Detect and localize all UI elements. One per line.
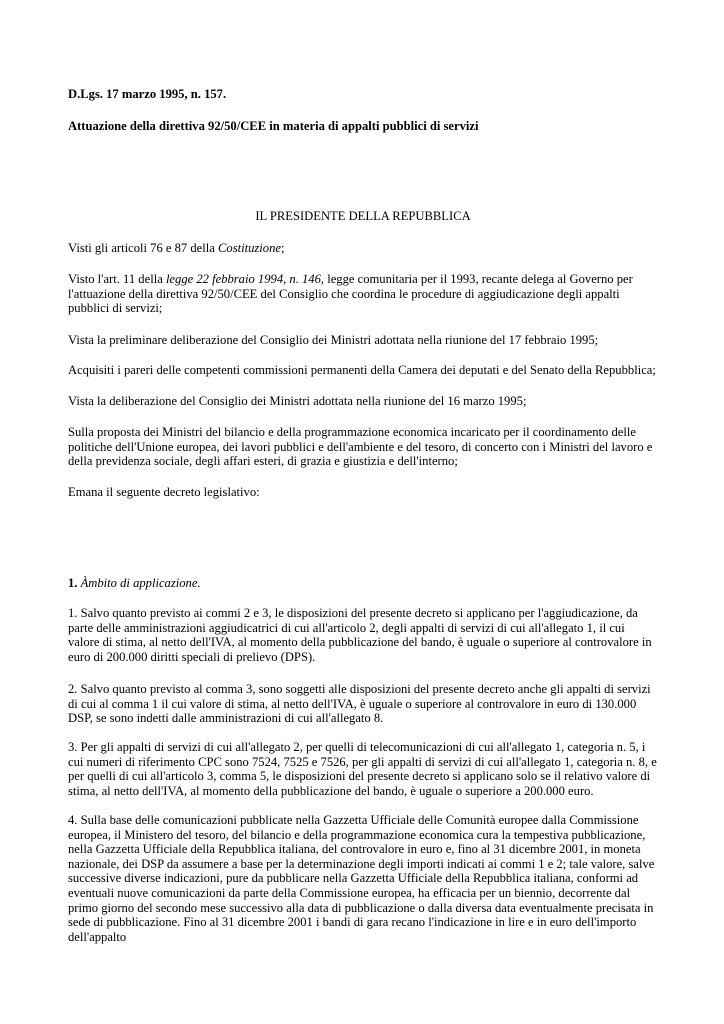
paragraph-deliberazione: Vista la deliberazione del Consiglio dei Ministri adottata nella riunione del 16 marzo 1995; <box>68 394 527 408</box>
paragraph-emana: Emana il seguente decreto legislativo: <box>68 485 260 499</box>
visto-text: Visto l'art. 11 della <box>68 272 166 286</box>
visti-end: ; <box>280 241 285 255</box>
article-comma-2: 2. Salvo quanto previsto al comma 3, sono soggetti alle disposizioni del presente decreto anche gli appalti di servizi di cui al comma 1 il cui valore di stima, al netto dell'IVA, è uguale o superiore al controvalore in euro di 130.000 DSP, se sono indetti dalle amministrazioni di cui all'allegato 8. <box>68 682 651 726</box>
paragraph-visti <box>68 241 658 256</box>
visto-end: , legge comunitaria per il 1993, recante delega al Governo per l'attuazione della direttiva 92/50/CEE del Consiglio che coordina le procedure di aggiudicazione degli appalti pubblici di servizi; <box>68 272 633 316</box>
paragraph-preliminare: Vista la preliminare deliberazione del Consiglio dei Ministri adottata nella riunione del 17 febbraio 1995; <box>68 333 599 347</box>
decree-reference: D.Lgs. 17 marzo 1995, n. 157. <box>68 87 227 101</box>
decree-title: Attuazione della direttiva 92/50/CEE in materia di appalti pubblici di servizi <box>68 119 479 133</box>
paragraph-proposta: Sulla proposta dei Ministri del bilancio e della programmazione economica incaricato per il coordinamento delle politiche dell'Unione europea, dei lavori pubblici e dell'ambiente e del tesoro, di concerto con i Ministri del lavoro e della previdenza sociale, degli affari esteri, di grazia e giustizia e dell'interno; <box>68 425 653 469</box>
article-heading <box>68 576 658 591</box>
visti-text: Visti gli articoli 76 e 87 della <box>68 241 218 255</box>
visto-italic: legge 22 febbraio 1994, n. 146 <box>165 272 321 286</box>
article-number: 1. <box>68 576 78 590</box>
article-comma-4: 4. Sulla base delle comunicazioni pubblicate nella Gazzetta Ufficiale delle Comunità europee dalla Commissione europea, il Ministero del tesoro, del bilancio e della programmazione economica cura la tempestiva pubblicazione, nella Gazzetta Ufficiale della Repubblica italiana, del controvalore in euro e, fino al 31 dicembre 2001, in moneta nazionale, dei DSP da assumere a base per la determinazione degli importi indicati ai commi 1 e 2; tale valore, salve successive diverse indicazioni, pure da pubblicare nella Gazzetta Ufficiale della Repubblica italiana, conformi ad eventuali nuove comunicazioni da parte della Commissione europea, ha efficacia per un biennio, decorrente dal primo giorno del secondo mese successivo alla data di pubblicazione o dalla diversa data eventualmente precisata in sede di pubblicazione. Fino al 31 dicembre 2001 i bandi di gara recano l'indicazione in lire e in euro dell'importo dell'appalto <box>68 813 655 944</box>
article-comma-1: 1. Salvo quanto previsto ai commi 2 e 3, le disposizioni del presente decreto si applicano per l'aggiudicazione, da parte delle amministrazioni aggiudicatrici di cui all'articolo 2, degli appalti di servizi di cui all'allegato 1, il cui valore di stima, al netto dell'IVA, al momento della pubblicazione del bando, è uguale o superiore al controvalore in euro di 200.000 diritti speciali di prelievo (DPS). <box>68 606 652 664</box>
visti-italic: Costituzione <box>218 241 281 255</box>
preamble-heading: IL PRESIDENTE DELLA REPUBBLICA <box>255 209 471 223</box>
paragraph-visto <box>68 272 658 316</box>
article-comma-3: 3. Per gli appalti di servizi di cui all'allegato 2, per quelli di telecomunicazioni di cui all'allegato 1, categoria n. 5, i cui numeri di riferimento CPC sono 7524, 7525 e 7526, per gli appalti di servizi di cui all'allegato 1, categoria n. 8, e per quelli di cui all'articolo 3, comma 5, le disposizioni del presente decreto si applicano solo se il relativo valore di stima, al netto dell'IVA, al momento della pubblicazione del bando, è uguale o superiore a 200.000 euro. <box>68 740 657 798</box>
paragraph-pareri: Acquisiti i pareri delle competenti commissioni permanenti della Camera dei deputati e del Senato della Repubblica; <box>68 363 656 377</box>
article-title: Àmbito di applicazione. <box>77 576 201 590</box>
